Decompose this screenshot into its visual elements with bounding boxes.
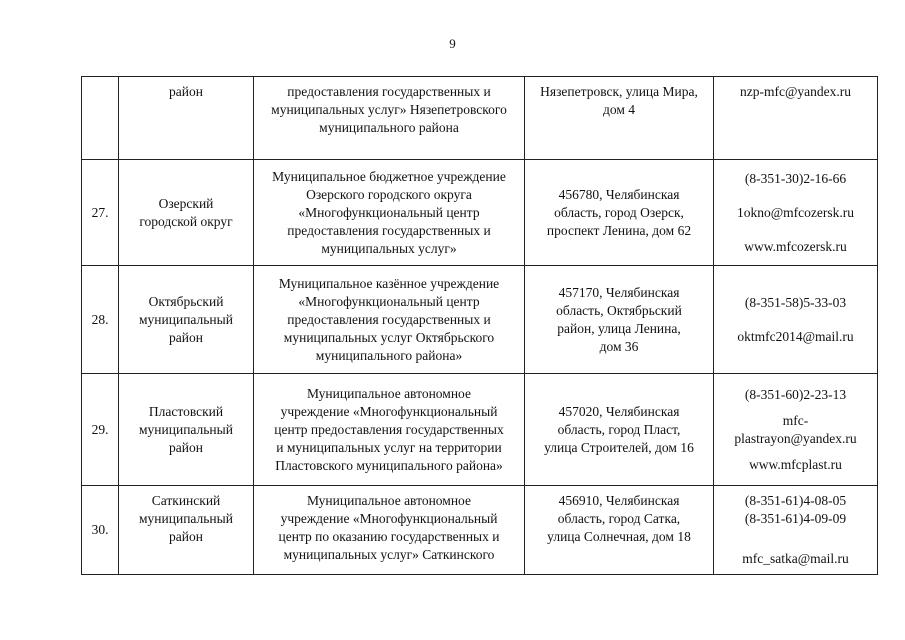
- organization-line: Пластовского муниципального района»: [275, 457, 503, 473]
- row-number-cell: 27.: [82, 160, 119, 266]
- organization-line: учреждение «Многофункциональный: [280, 403, 498, 419]
- website-text: www.mfcplast.ru: [749, 456, 842, 472]
- municipality-line: район: [169, 329, 203, 345]
- municipality-cell: [119, 77, 254, 160]
- municipality-line: Октябрьский: [148, 293, 224, 309]
- municipality-cell: [119, 266, 254, 374]
- address-line: область, город Сатка,: [557, 511, 681, 526]
- contact-cell: [714, 374, 878, 486]
- email-text: nzp-mfc@yandex.ru: [739, 84, 851, 99]
- mfc-table: [81, 76, 878, 575]
- address-line: дом 36: [599, 338, 639, 354]
- address-cell: [525, 374, 714, 486]
- address-line: 457020, Челябинская: [558, 403, 680, 419]
- row-number-cell: 28.: [82, 266, 119, 374]
- municipality-cell: [119, 374, 254, 486]
- page-number: 9: [449, 36, 456, 51]
- organization-line: предоставления государственных и: [287, 222, 491, 238]
- row-number-cell: 30.: [82, 486, 119, 575]
- municipality-cell: [119, 160, 254, 266]
- municipality-line: Озерский: [158, 195, 214, 211]
- table-row: [82, 374, 878, 486]
- municipality-line: муниципальный: [139, 511, 233, 526]
- table-row: [82, 266, 878, 374]
- organization-line: Муниципальное автономное: [307, 385, 471, 401]
- table-row: [82, 77, 878, 160]
- contact-cell: [714, 266, 878, 374]
- organization-line: учреждение «Многофункциональный: [280, 511, 498, 526]
- organization-cell: [254, 266, 525, 374]
- organization-line: Озерского городского округа: [306, 186, 472, 202]
- organization-line: муниципальных услуг» Нязепетровского: [271, 102, 507, 117]
- address-line: Нязепетровск, улица Мира,: [540, 84, 698, 99]
- address-line: район, улица Ленина,: [557, 320, 681, 336]
- address-cell: [525, 77, 714, 160]
- email-text: plastrayon@yandex.ru: [734, 430, 857, 446]
- municipality-line: городской округ: [139, 213, 233, 229]
- table-row: [82, 486, 878, 575]
- organization-line: центр по оказанию государственных и: [278, 529, 500, 544]
- organization-cell: [254, 486, 525, 575]
- phone-text: (8-351-58)5-33-03: [744, 294, 847, 310]
- address-line: область, город Пласт,: [557, 421, 681, 437]
- email-text: mfc_satka@mail.ru: [742, 551, 849, 566]
- municipality-line: район: [169, 439, 203, 455]
- address-line: область, город Озерск,: [554, 204, 684, 220]
- organization-line: муниципальных услуг Октябрьского: [283, 329, 495, 345]
- row-number-cell: 29.: [82, 374, 119, 486]
- organization-line: «Многофункциональный центр: [298, 204, 480, 220]
- contact-cell: [714, 160, 878, 266]
- address-line: улица Солнечная, дом 18: [547, 529, 691, 544]
- organization-line: Муниципальное бюджетное учреждение: [272, 168, 506, 184]
- organization-line: и муниципальных услуг на территории: [276, 439, 502, 455]
- organization-cell: [254, 160, 525, 266]
- address-line: 456780, Челябинская: [558, 186, 680, 202]
- address-line: область, Октябрьский: [556, 302, 682, 318]
- email-text: 1okno@mfcozersk.ru: [736, 204, 855, 220]
- address-cell: [525, 486, 714, 575]
- address-cell: [525, 266, 714, 374]
- organization-cell: [254, 374, 525, 486]
- organization-line: Муниципальное казённое учреждение: [278, 275, 500, 291]
- municipality-line: район: [169, 529, 203, 544]
- organization-line: «Многофункциональный центр: [298, 293, 480, 309]
- row-number-cell: [82, 77, 119, 160]
- website-text: www.mfcozersk.ru: [744, 238, 847, 254]
- email-text: mfc-: [782, 412, 809, 428]
- phone-text: (8-351-60)2-23-13: [744, 386, 847, 402]
- municipality-cell: [119, 486, 254, 575]
- address-cell: [525, 160, 714, 266]
- address-line: дом 4: [602, 102, 636, 117]
- contact-cell: [714, 77, 878, 160]
- phone-text: (8-351-61)4-08-05: [744, 493, 847, 508]
- organization-line: муниципального района: [319, 120, 459, 135]
- municipality-line: муниципальный: [139, 421, 233, 437]
- municipality-line: район: [169, 84, 203, 99]
- address-line: 456910, Челябинская: [558, 493, 680, 508]
- address-line: проспект Ленина, дом 62: [546, 222, 692, 238]
- contact-cell: [714, 486, 878, 575]
- address-line: улица Строителей, дом 16: [544, 439, 694, 455]
- organization-line: предоставления государственных и: [287, 84, 491, 99]
- email-text: oktmfc2014@mail.ru: [737, 328, 854, 344]
- address-line: 457170, Челябинская: [558, 284, 680, 300]
- phone-text: (8-351-61)4-09-09: [744, 511, 847, 526]
- organization-line: муниципальных услуг» Саткинского: [283, 547, 495, 562]
- organization-line: предоставления государственных и: [287, 311, 491, 327]
- municipality-line: муниципальный: [139, 311, 233, 327]
- table-row: [82, 160, 878, 266]
- organization-line: Муниципальное автономное: [307, 493, 471, 508]
- phone-text: (8-351-30)2-16-66: [744, 170, 847, 186]
- organization-line: муниципального района»: [315, 347, 463, 363]
- organization-cell: [254, 77, 525, 160]
- organization-line: центр предоставления государственных: [274, 421, 504, 437]
- municipality-line: Саткинский: [151, 493, 221, 508]
- municipality-line: Пластовский: [148, 403, 224, 419]
- organization-line: муниципальных услуг»: [321, 240, 457, 256]
